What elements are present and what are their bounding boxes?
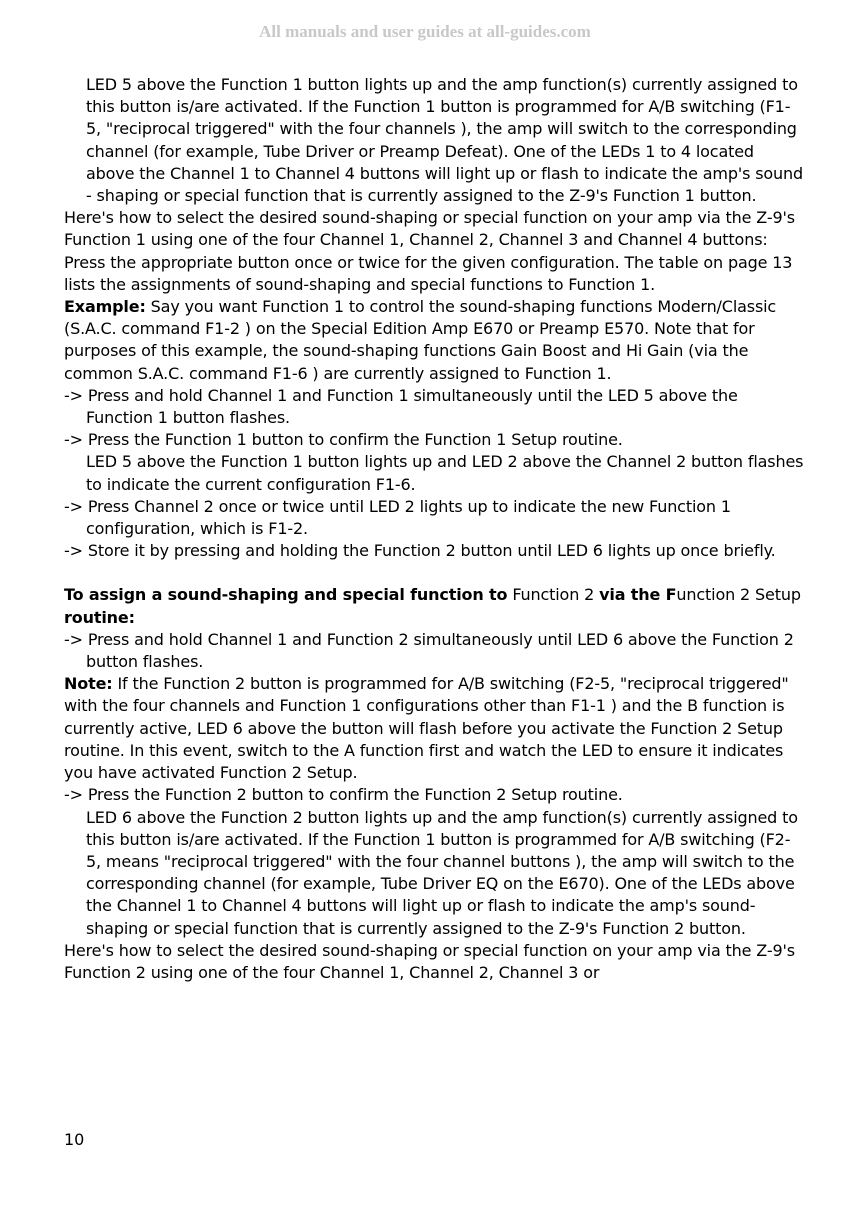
function1-result-paragraph: LED 5 above the Function 1 button lights up and the amp function(s) currently assigned to this button is/are activated. If the Function 1 button is programmed for A/B switching (F1-5, "reciprocal triggered" with the four channels ), the amp will switch to the corresponding channel (for example, Tube Driver or Preamp Defeat). One of the LEDs 1 to 4 located above the Channel 1 to Channel 4 buttons will light up or flash to indicate the amp's sound - shaping or special function that is currently assigned to the Z-9's Function 1 button. <box>86 75 804 206</box>
page-number: 10 <box>64 1130 85 1149</box>
note-label: Note: <box>64 674 113 694</box>
manual-body <box>64 74 804 984</box>
step-press-hold-function1: -> Press and hold Channel 1 and Function 1 simultaneously until the LED 5 above the Function 1 button flashes. <box>64 385 738 428</box>
example-text: Say you want Function 1 to control the sound-shaping functions Modern/Classic (S.A.C. command F1-2 ) on the Special Edition Amp E670 or Preamp E570. Note that for purposes of this example, the sound-shaping functions Gain Boost and Hi Gain (via the common S.A.C. command F1-6 ) are currently assigned to Function 1. <box>64 297 777 383</box>
heading-normal-1: Function 2 <box>507 585 600 605</box>
spacer <box>64 562 804 584</box>
step-confirm-function2: -> Press the Function 2 button to confirm the Function 2 Setup routine. <box>64 785 623 805</box>
select-function1-paragraph: Here's how to select the desired sound-shaping or special function on your amp via the Z-9's Function 1 using one of the four Channel 1, Channel 2, Channel 3 and Channel 4 buttons: Press the appropriate button once or twice for the given configuration. The table on page 13 lists the assignments of sound-shaping and special functions to Function 1. <box>64 208 795 294</box>
step-press-channel2: -> Press Channel 2 once or twice until LED 2 lights up to indicate the new Function 1 configuration, which is F1-2. <box>64 496 731 539</box>
step-confirm-function1: -> Press the Function 1 button to confirm the Function 1 Setup routine. <box>64 430 623 450</box>
note-text: If the Function 2 button is programmed for A/B switching (F2-5, "reciprocal triggered" with the four channels and Function 1 configurations other than F1-1 ) and the B function is currently active, LED 6 above the button will flash before you activate the Function 2 Setup routine. In this event, switch to the A function first and watch the LED to ensure it indicates you have activated Function 2 Setup. <box>64 674 789 783</box>
heading-normal-2: unction 2 Setup <box>676 585 801 605</box>
heading-bold-3: routine: <box>64 607 135 627</box>
heading-bold-1: To assign a sound-shaping and special function to <box>64 585 508 605</box>
watermark: All manuals and user guides at all-guides.com <box>259 22 591 41</box>
step-confirm-function1-detail: LED 5 above the Function 1 button lights up and LED 2 above the Channel 2 button flashes to indicate the current configuration F1-6. <box>86 452 804 494</box>
note-paragraph <box>64 673 804 784</box>
example-label: Example: <box>64 297 146 317</box>
heading-bold-2: via the F <box>599 585 677 605</box>
example-paragraph <box>64 296 804 385</box>
function2-heading <box>64 584 804 628</box>
step-press-hold-function2: -> Press and hold Channel 1 and Function 2 simultaneously until LED 6 above the Function 2 button flashes. <box>64 629 794 672</box>
step-store: -> Store it by pressing and holding the Function 2 button until LED 6 lights up once briefly. <box>64 541 776 561</box>
select-function2-paragraph: Here's how to select the desired sound-shaping or special function on your amp via the Z-9's Function 2 using one of the four Channel 1, Channel 2, Channel 3 or <box>64 940 795 982</box>
step-confirm-function2-detail: LED 6 above the Function 2 button lights up and the amp function(s) currently assigned to this button is/are activated. If the Function 1 button is programmed for A/B switching (F2-5, means "reciprocal triggered" with the four channel buttons ), the amp will switch to the corresponding channel (for example, Tube Driver EQ on the E670). One of the LEDs above the Channel 1 to Channel 4 buttons will light up or flash to indicate the amp's sound-shaping or special function that is currently assigned to the Z-9's Function 2 button. <box>86 807 798 938</box>
